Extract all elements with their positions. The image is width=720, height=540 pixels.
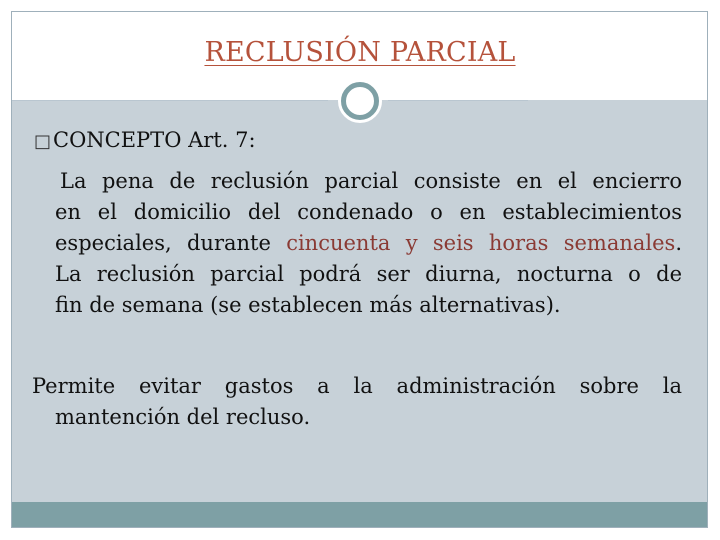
- bullet-icon: □: [33, 131, 51, 152]
- benefit-paragraph: [32, 371, 682, 433]
- definition-line-2: en el domicilio del condenado o en establecimientos: [55, 200, 682, 224]
- definition-line-3: [55, 228, 682, 259]
- definition-line-4: La reclusión parcial podrá ser diurna, nocturna o de: [55, 262, 682, 286]
- definition-line-3-end: .: [675, 231, 682, 255]
- slide-title: RECLUSIÓN PARCIAL: [204, 37, 516, 68]
- concept-heading: [32, 125, 692, 157]
- benefit-line-1: Permite evitar gastos a la administración sobre la: [32, 374, 682, 398]
- concept-heading-label: CONCEPTO Art. 7:: [53, 128, 256, 152]
- definition-line-5: fin de semana (se establecen más alternativas).: [55, 293, 561, 317]
- definition-line-1: La pena de reclusión parcial consiste en el encierro: [60, 169, 682, 193]
- highlighted-hours: cincuenta y seis horas semanales: [286, 231, 676, 255]
- definition-paragraph: [55, 166, 682, 321]
- definition-line-3-start: especiales, durante: [55, 231, 287, 255]
- benefit-line-2: mantención del recluso.: [55, 405, 311, 429]
